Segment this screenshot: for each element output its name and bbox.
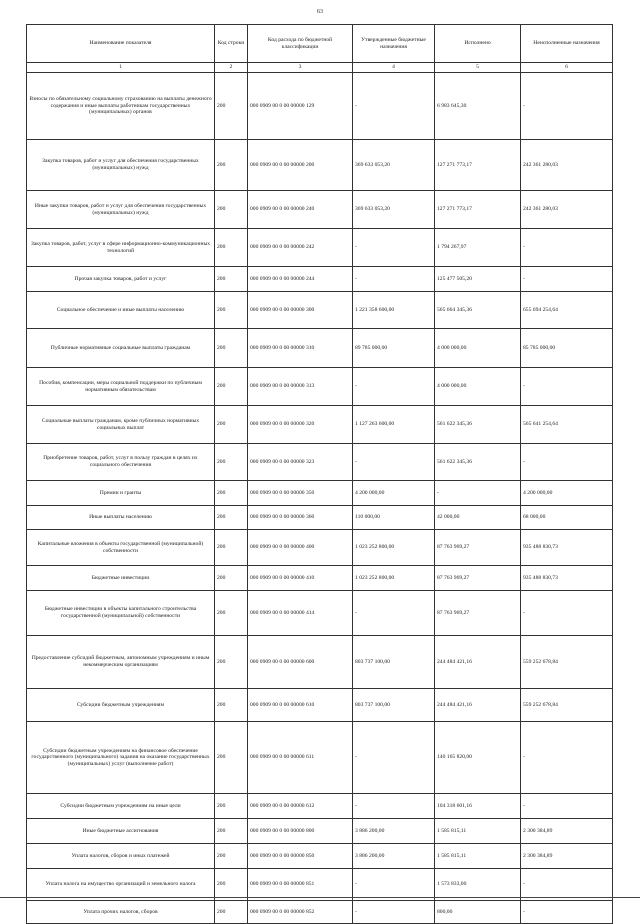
budget-code-cell: 000 0909 00 0 00 00000 414 [248,591,353,636]
executed-amount-cell: 125 477 505,20 [435,267,521,292]
table-row [27,869,613,901]
unexecuted-amount-cell: - [521,901,613,924]
indicator-name-cell: Иные выплаты населению [27,506,215,530]
line-code-cell: 200 [215,901,248,924]
indicator-name-cell: Субсидии бюджетным учреждениям на финансовое обеспечение государственного (муниципального) задания на оказание государственных (муниципальных) услуг (выполнение работ) [27,722,215,794]
line-code-cell: 200 [215,636,248,689]
approved-amount-cell: - [353,869,435,901]
table-body [27,73,613,924]
unexecuted-amount-cell: 565 641 254,64 [521,406,613,444]
executed-amount-cell: 244 484 421,16 [435,689,521,722]
budget-code-cell: 000 0909 00 0 00 00000 410 [248,566,353,591]
unexecuted-amount-cell: - [521,444,613,481]
table-row [27,794,613,819]
table-row [27,591,613,636]
executed-amount-cell: 6 983 645,30 [435,73,521,140]
executed-amount-cell: 800,00 [435,901,521,924]
line-code-cell: 200 [215,689,248,722]
unexecuted-amount-cell: - [521,73,613,140]
indicator-name-cell: Субсидии бюджетным учреждениям на иные цели [27,794,215,819]
executed-amount-cell: 1 794 267,97 [435,229,521,267]
executed-amount-cell: 87 763 969,27 [435,530,521,566]
executed-amount-cell: 4 000 000,00 [435,368,521,406]
budget-code-cell: 000 0909 00 0 00 00000 240 [248,191,353,229]
indicator-name-cell: Иные бюджетные ассигнования [27,819,215,844]
line-code-cell: 200 [215,444,248,481]
unexecuted-amount-cell: - [521,229,613,267]
line-code-cell: 200 [215,591,248,636]
unexecuted-amount-cell: 2 300 384,89 [521,844,613,869]
unexecuted-amount-cell: - [521,267,613,292]
indicator-name-cell: Уплата прочих налогов, сборов [27,901,215,924]
executed-amount-cell: 1 585 815,11 [435,819,521,844]
indicator-name-cell: Уплата налогов, сборов и иных платежей [27,844,215,869]
line-code-cell: 200 [215,794,248,819]
executed-amount-cell: 104 318 601,16 [435,794,521,819]
line-code-cell: 200 [215,844,248,869]
executed-amount-cell: 87 763 969,27 [435,566,521,591]
executed-amount-cell: 1 585 815,11 [435,844,521,869]
header-approved: Утвержденные бюджетные назначения [353,25,435,63]
executed-amount-cell: - [435,481,521,506]
unexecuted-amount-cell: 559 252 678,84 [521,636,613,689]
budget-code-cell: 000 0909 00 0 00 00000 400 [248,530,353,566]
indicator-name-cell: Закупка товаров, работ и услуг для обеспечения государственных (муниципальных) нужд [27,140,215,191]
line-code-cell: 200 [215,481,248,506]
indicator-name-cell: Капитальные вложения в объекты государственной (муниципальной) собственности [27,530,215,566]
unexecuted-amount-cell: 655 694 254,64 [521,292,613,329]
table-row [27,844,613,869]
budget-code-cell: 000 0909 00 0 00 00000 313 [248,368,353,406]
budget-code-cell: 000 0909 00 0 00 00000 323 [248,444,353,481]
budget-code-cell: 000 0909 00 0 00 00000 360 [248,506,353,530]
approved-amount-cell: 1 023 252 800,00 [353,530,435,566]
budget-code-cell: 000 0909 00 0 00 00000 600 [248,636,353,689]
table-row [27,292,613,329]
line-code-cell: 200 [215,506,248,530]
line-code-cell: 200 [215,530,248,566]
indicator-name-cell: Пособия, компенсации, меры социальной поддержки по публичным нормативным обязательствам [27,368,215,406]
line-code-cell: 200 [215,229,248,267]
table-row [27,566,613,591]
executed-amount-cell: 87 763 969,27 [435,591,521,636]
approved-amount-cell: 3 886 200,00 [353,819,435,844]
unexecuted-amount-cell: - [521,722,613,794]
page-number: 63 [317,9,323,15]
unexecuted-amount-cell: - [521,794,613,819]
approved-amount-cell: 3 886 200,00 [353,844,435,869]
unexecuted-amount-cell: 68 000,00 [521,506,613,530]
budget-code-cell: 000 0909 00 0 00 00000 800 [248,819,353,844]
table-row [27,636,613,689]
line-code-cell: 200 [215,140,248,191]
approved-amount-cell: - [353,229,435,267]
executed-amount-cell: 127 271 773,17 [435,140,521,191]
indicator-name-cell: Бюджетные инвестиции [27,566,215,591]
line-code-cell: 200 [215,73,248,140]
table-row [27,368,613,406]
budget-code-cell: 000 0909 00 0 00 00000 610 [248,689,353,722]
table-row [27,444,613,481]
unexecuted-amount-cell: 2 300 384,89 [521,819,613,844]
unexecuted-amount-cell: 559 252 678,84 [521,689,613,722]
budget-code-cell: 000 0909 00 0 00 00000 242 [248,229,353,267]
approved-amount-cell: 110 000,00 [353,506,435,530]
budget-code-cell: 000 0909 00 0 00 00000 200 [248,140,353,191]
line-code-cell: 200 [215,566,248,591]
indicator-name-cell: Социальные выплаты гражданам, кроме публичных нормативных социальных выплат [27,406,215,444]
header-row [27,25,613,63]
table-row [27,901,613,924]
table-row [27,722,613,794]
header-unexecuted: Неисполненные назначения [521,25,613,63]
approved-amount-cell: - [353,368,435,406]
table-row [27,140,613,191]
budget-code-cell: 000 0909 00 0 00 00000 129 [248,73,353,140]
executed-amount-cell: 140 165 820,00 [435,722,521,794]
unexecuted-amount-cell: 4 200 000,00 [521,481,613,506]
table-row [27,481,613,506]
budget-code-cell: 000 0909 00 0 00 00000 611 [248,722,353,794]
table-row [27,229,613,267]
approved-amount-cell: - [353,722,435,794]
budget-code-cell: 000 0909 00 0 00 00000 320 [248,406,353,444]
table-row [27,689,613,722]
budget-code-cell: 000 0909 00 0 00 00000 612 [248,794,353,819]
table-row [27,329,613,368]
approved-amount-cell: - [353,73,435,140]
executed-amount-cell: 127 271 773,17 [435,191,521,229]
approved-amount-cell: 803 737 100,00 [353,636,435,689]
line-code-cell: 200 [215,191,248,229]
budget-code-cell: 000 0909 00 0 00 00000 300 [248,292,353,329]
unexecuted-amount-cell: 935 488 830,73 [521,530,613,566]
executed-amount-cell: 565 664 345,36 [435,292,521,329]
unexecuted-amount-cell: 242 361 280,03 [521,140,613,191]
indicator-name-cell: Приобретение товаров, работ, услуг в пользу граждан в целях их социального обеспечения [27,444,215,481]
approved-amount-cell: 1 127 263 600,00 [353,406,435,444]
unexecuted-amount-cell: 85 785 000,00 [521,329,613,368]
approved-amount-cell: 4 200 000,00 [353,481,435,506]
column-number-row [27,63,613,73]
indicator-name-cell: Предоставление субсидий бюджетным, автономным учреждениям и иным некоммерческим организациям [27,636,215,689]
approved-amount-cell: - [353,267,435,292]
table-row [27,191,613,229]
indicator-name-cell: Бюджетные инвестиции в объекты капитального строительства государственной (муниципальной) собственности [27,591,215,636]
table-row [27,506,613,530]
approved-amount-cell: - [353,901,435,924]
budget-code-cell: 000 0909 00 0 00 00000 852 [248,901,353,924]
executed-amount-cell: 4 000 000,00 [435,329,521,368]
approved-amount-cell: 803 737 100,00 [353,689,435,722]
indicator-name-cell: Иные закупки товаров, работ и услуг для обеспечения государственных (муниципальных) нужд [27,191,215,229]
line-code-cell: 200 [215,722,248,794]
table-row [27,267,613,292]
line-code-cell: 200 [215,292,248,329]
approved-amount-cell: 369 633 053,20 [353,140,435,191]
indicator-name-cell: Публичные нормативные социальные выплаты гражданам [27,329,215,368]
budget-code-cell: 000 0909 00 0 00 00000 851 [248,869,353,901]
line-code-cell: 200 [215,869,248,901]
executed-amount-cell: 244 484 421,16 [435,636,521,689]
column-number: 2 [215,63,248,73]
unexecuted-amount-cell: 242 361 280,03 [521,191,613,229]
approved-amount-cell: - [353,794,435,819]
approved-amount-cell: 1 221 358 600,00 [353,292,435,329]
column-number: 5 [435,63,521,73]
approved-amount-cell: 369 633 053,20 [353,191,435,229]
line-code-cell: 200 [215,329,248,368]
budget-code-cell: 000 0909 00 0 00 00000 850 [248,844,353,869]
unexecuted-amount-cell: - [521,368,613,406]
indicator-name-cell: Прочая закупка товаров, работ и услуг [27,267,215,292]
unexecuted-amount-cell: - [521,869,613,901]
unexecuted-amount-cell: - [521,591,613,636]
unexecuted-amount-cell: 935 488 830,73 [521,566,613,591]
budget-execution-table [26,24,613,924]
line-code-cell: 200 [215,267,248,292]
column-number: 4 [353,63,435,73]
budget-code-cell: 000 0909 00 0 00 00000 244 [248,267,353,292]
executed-amount-cell: 561 622 345,36 [435,444,521,481]
executed-amount-cell: 42 000,00 [435,506,521,530]
budget-code-cell: 000 0909 00 0 00 00000 310 [248,329,353,368]
header-line-code: Код строки [215,25,248,63]
table-row [27,406,613,444]
table-row [27,530,613,566]
approved-amount-cell: 1 023 252 800,00 [353,566,435,591]
indicator-name-cell: Социальное обеспечение и иные выплаты населению [27,292,215,329]
executed-amount-cell: 1 573 833,00 [435,869,521,901]
indicator-name-cell: Взносы по обязательному социальному страхованию на выплаты денежного содержания и иные выплаты работникам государственных (муниципальных) органов [27,73,215,140]
table-row [27,73,613,140]
indicator-name-cell: Уплата налога на имущество организаций и земельного налога [27,869,215,901]
executed-amount-cell: 561 622 345,36 [435,406,521,444]
header-budget-code: Код расхода по бюджетной классификации [248,25,353,63]
header-indicator-name: Наименование показателя [27,25,215,63]
budget-code-cell: 000 0909 00 0 00 00000 350 [248,481,353,506]
table-row [27,819,613,844]
line-code-cell: 200 [215,819,248,844]
indicator-name-cell: Премии и гранты [27,481,215,506]
indicator-name-cell: Закупка товаров, работ, услуг в сфере информационно-коммуникационных технологий [27,229,215,267]
approved-amount-cell: 89 785 000,00 [353,329,435,368]
indicator-name-cell: Субсидии бюджетным учреждениям [27,689,215,722]
header-executed: Исполнено [435,25,521,63]
column-number: 6 [521,63,613,73]
column-number: 3 [248,63,353,73]
approved-amount-cell: - [353,591,435,636]
line-code-cell: 200 [215,406,248,444]
line-code-cell: 200 [215,368,248,406]
page-bottom-rule [0,897,640,898]
column-number: 1 [27,63,215,73]
approved-amount-cell: - [353,444,435,481]
